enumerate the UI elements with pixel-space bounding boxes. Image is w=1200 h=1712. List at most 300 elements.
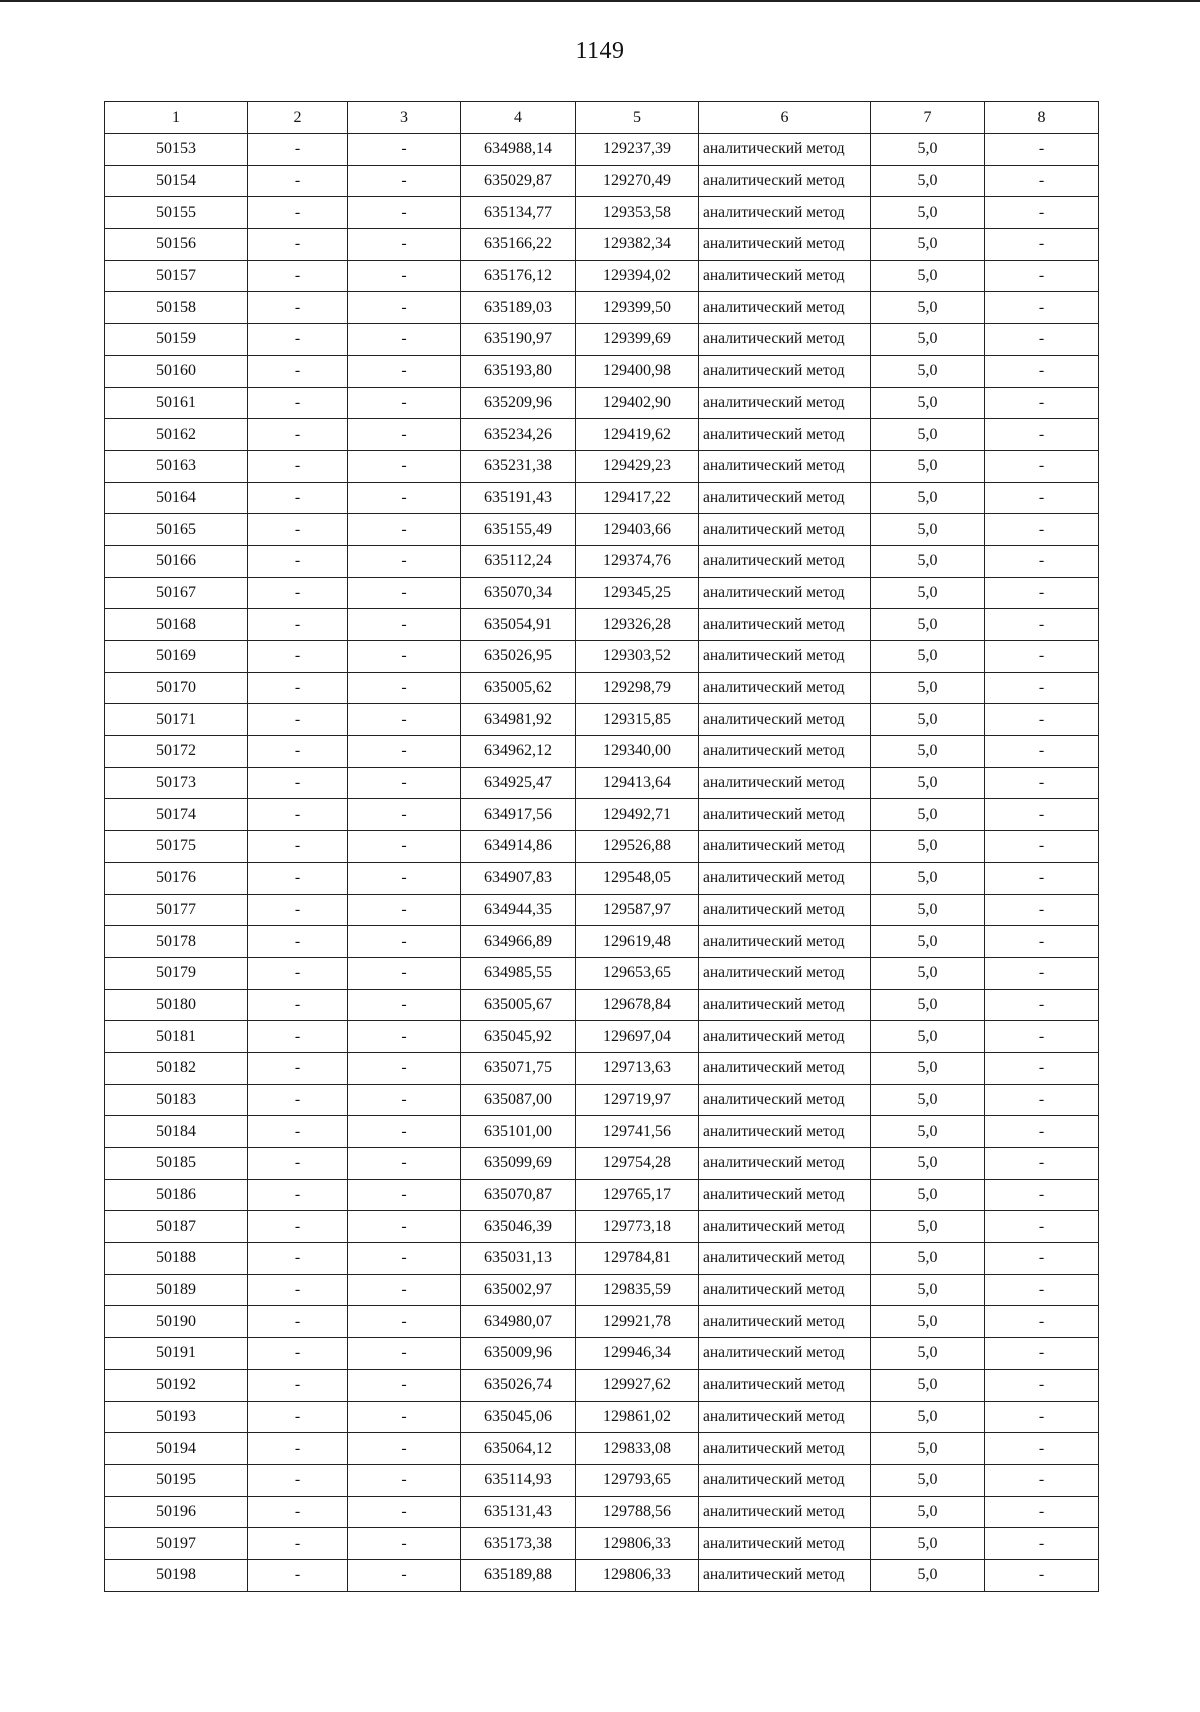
col2-value-cell: - bbox=[248, 672, 348, 704]
point-number-cell: 50177 bbox=[105, 894, 248, 926]
method-cell: аналитический метод bbox=[699, 1116, 871, 1148]
col2-value-cell: - bbox=[248, 514, 348, 546]
col8-value-cell: - bbox=[985, 577, 1099, 609]
x-coordinate-cell: 635099,69 bbox=[461, 1148, 576, 1180]
col3-value-cell: - bbox=[348, 1243, 461, 1275]
col2-value-cell: - bbox=[248, 1496, 348, 1528]
method-cell: аналитический метод bbox=[699, 862, 871, 894]
y-coordinate-cell: 129587,97 bbox=[576, 894, 699, 926]
y-coordinate-cell: 129697,04 bbox=[576, 1021, 699, 1053]
x-coordinate-cell: 635046,39 bbox=[461, 1211, 576, 1243]
x-coordinate-cell: 635005,62 bbox=[461, 672, 576, 704]
col8-value-cell: - bbox=[985, 1464, 1099, 1496]
method-cell: аналитический метод bbox=[699, 736, 871, 768]
y-coordinate-cell: 129741,56 bbox=[576, 1116, 699, 1148]
method-cell: аналитический метод bbox=[699, 1528, 871, 1560]
method-cell: аналитический метод bbox=[699, 1052, 871, 1084]
accuracy-cell: 5,0 bbox=[871, 292, 985, 324]
y-coordinate-cell: 129429,23 bbox=[576, 450, 699, 482]
col3-value-cell: - bbox=[348, 165, 461, 197]
col3-value-cell: - bbox=[348, 672, 461, 704]
column-header-3: 3 bbox=[348, 102, 461, 134]
method-cell: аналитический метод bbox=[699, 641, 871, 673]
point-number-cell: 50181 bbox=[105, 1021, 248, 1053]
accuracy-cell: 5,0 bbox=[871, 577, 985, 609]
coordinates-table bbox=[104, 101, 1099, 1592]
accuracy-cell: 5,0 bbox=[871, 1052, 985, 1084]
table-row bbox=[105, 1401, 1099, 1433]
column-header-1: 1 bbox=[105, 102, 248, 134]
point-number-cell: 50193 bbox=[105, 1401, 248, 1433]
accuracy-cell: 5,0 bbox=[871, 197, 985, 229]
accuracy-cell: 5,0 bbox=[871, 704, 985, 736]
x-coordinate-cell: 635166,22 bbox=[461, 229, 576, 261]
table-row bbox=[105, 292, 1099, 324]
accuracy-cell: 5,0 bbox=[871, 1433, 985, 1465]
method-cell: аналитический метод bbox=[699, 799, 871, 831]
method-cell: аналитический метод bbox=[699, 704, 871, 736]
y-coordinate-cell: 129270,49 bbox=[576, 165, 699, 197]
col3-value-cell: - bbox=[348, 1306, 461, 1338]
table-row bbox=[105, 767, 1099, 799]
col2-value-cell: - bbox=[248, 1433, 348, 1465]
point-number-cell: 50157 bbox=[105, 260, 248, 292]
col2-value-cell: - bbox=[248, 1116, 348, 1148]
point-number-cell: 50178 bbox=[105, 926, 248, 958]
accuracy-cell: 5,0 bbox=[871, 1338, 985, 1370]
col8-value-cell: - bbox=[985, 989, 1099, 1021]
method-cell: аналитический метод bbox=[699, 957, 871, 989]
table-row bbox=[105, 957, 1099, 989]
point-number-cell: 50158 bbox=[105, 292, 248, 324]
point-number-cell: 50194 bbox=[105, 1433, 248, 1465]
y-coordinate-cell: 129946,34 bbox=[576, 1338, 699, 1370]
table-row bbox=[105, 989, 1099, 1021]
col3-value-cell: - bbox=[348, 641, 461, 673]
method-cell: аналитический метод bbox=[699, 1338, 871, 1370]
col3-value-cell: - bbox=[348, 609, 461, 641]
point-number-cell: 50172 bbox=[105, 736, 248, 768]
x-coordinate-cell: 634988,14 bbox=[461, 134, 576, 166]
table-row bbox=[105, 862, 1099, 894]
col3-value-cell: - bbox=[348, 1179, 461, 1211]
col3-value-cell: - bbox=[348, 862, 461, 894]
accuracy-cell: 5,0 bbox=[871, 545, 985, 577]
col3-value-cell: - bbox=[348, 894, 461, 926]
col3-value-cell: - bbox=[348, 1464, 461, 1496]
x-coordinate-cell: 634985,55 bbox=[461, 957, 576, 989]
accuracy-cell: 5,0 bbox=[871, 1464, 985, 1496]
point-number-cell: 50198 bbox=[105, 1559, 248, 1591]
y-coordinate-cell: 129417,22 bbox=[576, 482, 699, 514]
table-row bbox=[105, 134, 1099, 166]
col8-value-cell: - bbox=[985, 1243, 1099, 1275]
col8-value-cell: - bbox=[985, 355, 1099, 387]
table-row bbox=[105, 1148, 1099, 1180]
col8-value-cell: - bbox=[985, 197, 1099, 229]
y-coordinate-cell: 129835,59 bbox=[576, 1274, 699, 1306]
col2-value-cell: - bbox=[248, 736, 348, 768]
table-row bbox=[105, 165, 1099, 197]
y-coordinate-cell: 129719,97 bbox=[576, 1084, 699, 1116]
point-number-cell: 50154 bbox=[105, 165, 248, 197]
col3-value-cell: - bbox=[348, 229, 461, 261]
col3-value-cell: - bbox=[348, 482, 461, 514]
accuracy-cell: 5,0 bbox=[871, 355, 985, 387]
col3-value-cell: - bbox=[348, 1052, 461, 1084]
accuracy-cell: 5,0 bbox=[871, 672, 985, 704]
col8-value-cell: - bbox=[985, 1369, 1099, 1401]
y-coordinate-cell: 129653,65 bbox=[576, 957, 699, 989]
x-coordinate-cell: 635002,97 bbox=[461, 1274, 576, 1306]
col8-value-cell: - bbox=[985, 1433, 1099, 1465]
y-coordinate-cell: 129754,28 bbox=[576, 1148, 699, 1180]
y-coordinate-cell: 129419,62 bbox=[576, 419, 699, 451]
column-header-2: 2 bbox=[248, 102, 348, 134]
x-coordinate-cell: 635054,91 bbox=[461, 609, 576, 641]
x-coordinate-cell: 635155,49 bbox=[461, 514, 576, 546]
accuracy-cell: 5,0 bbox=[871, 894, 985, 926]
col3-value-cell: - bbox=[348, 704, 461, 736]
method-cell: аналитический метод bbox=[699, 197, 871, 229]
col3-value-cell: - bbox=[348, 1369, 461, 1401]
col8-value-cell: - bbox=[985, 482, 1099, 514]
method-cell: аналитический метод bbox=[699, 1433, 871, 1465]
accuracy-cell: 5,0 bbox=[871, 799, 985, 831]
table-row bbox=[105, 1338, 1099, 1370]
accuracy-cell: 5,0 bbox=[871, 1116, 985, 1148]
method-cell: аналитический метод bbox=[699, 450, 871, 482]
x-coordinate-cell: 635009,96 bbox=[461, 1338, 576, 1370]
x-coordinate-cell: 635087,00 bbox=[461, 1084, 576, 1116]
col3-value-cell: - bbox=[348, 1433, 461, 1465]
accuracy-cell: 5,0 bbox=[871, 862, 985, 894]
accuracy-cell: 5,0 bbox=[871, 1496, 985, 1528]
col8-value-cell: - bbox=[985, 1496, 1099, 1528]
y-coordinate-cell: 129784,81 bbox=[576, 1243, 699, 1275]
col2-value-cell: - bbox=[248, 387, 348, 419]
col3-value-cell: - bbox=[348, 1116, 461, 1148]
method-cell: аналитический метод bbox=[699, 1243, 871, 1275]
col8-value-cell: - bbox=[985, 1116, 1099, 1148]
col2-value-cell: - bbox=[248, 1274, 348, 1306]
col3-value-cell: - bbox=[348, 1148, 461, 1180]
y-coordinate-cell: 129413,64 bbox=[576, 767, 699, 799]
col3-value-cell: - bbox=[348, 324, 461, 356]
point-number-cell: 50184 bbox=[105, 1116, 248, 1148]
x-coordinate-cell: 634914,86 bbox=[461, 831, 576, 863]
x-coordinate-cell: 634917,56 bbox=[461, 799, 576, 831]
x-coordinate-cell: 635071,75 bbox=[461, 1052, 576, 1084]
col3-value-cell: - bbox=[348, 736, 461, 768]
col8-value-cell: - bbox=[985, 1528, 1099, 1560]
col3-value-cell: - bbox=[348, 387, 461, 419]
y-coordinate-cell: 129806,33 bbox=[576, 1528, 699, 1560]
col8-value-cell: - bbox=[985, 545, 1099, 577]
y-coordinate-cell: 129353,58 bbox=[576, 197, 699, 229]
y-coordinate-cell: 129765,17 bbox=[576, 1179, 699, 1211]
table-row bbox=[105, 229, 1099, 261]
method-cell: аналитический метод bbox=[699, 1496, 871, 1528]
accuracy-cell: 5,0 bbox=[871, 1559, 985, 1591]
table-row bbox=[105, 1116, 1099, 1148]
x-coordinate-cell: 634907,83 bbox=[461, 862, 576, 894]
page-number: 1149 bbox=[575, 38, 625, 64]
y-coordinate-cell: 129861,02 bbox=[576, 1401, 699, 1433]
y-coordinate-cell: 129326,28 bbox=[576, 609, 699, 641]
col8-value-cell: - bbox=[985, 419, 1099, 451]
point-number-cell: 50170 bbox=[105, 672, 248, 704]
col2-value-cell: - bbox=[248, 1052, 348, 1084]
method-cell: аналитический метод bbox=[699, 894, 871, 926]
table-header-row bbox=[105, 102, 1099, 134]
col2-value-cell: - bbox=[248, 1338, 348, 1370]
col3-value-cell: - bbox=[348, 514, 461, 546]
x-coordinate-cell: 635131,43 bbox=[461, 1496, 576, 1528]
col8-value-cell: - bbox=[985, 134, 1099, 166]
table-row bbox=[105, 736, 1099, 768]
table-row bbox=[105, 799, 1099, 831]
x-coordinate-cell: 635026,74 bbox=[461, 1369, 576, 1401]
point-number-cell: 50189 bbox=[105, 1274, 248, 1306]
accuracy-cell: 5,0 bbox=[871, 1306, 985, 1338]
table-row bbox=[105, 1274, 1099, 1306]
col8-value-cell: - bbox=[985, 1179, 1099, 1211]
col8-value-cell: - bbox=[985, 260, 1099, 292]
accuracy-cell: 5,0 bbox=[871, 1021, 985, 1053]
col2-value-cell: - bbox=[248, 641, 348, 673]
col8-value-cell: - bbox=[985, 1148, 1099, 1180]
col8-value-cell: - bbox=[985, 1211, 1099, 1243]
method-cell: аналитический метод bbox=[699, 1401, 871, 1433]
y-coordinate-cell: 129492,71 bbox=[576, 799, 699, 831]
col2-value-cell: - bbox=[248, 609, 348, 641]
col3-value-cell: - bbox=[348, 292, 461, 324]
point-number-cell: 50183 bbox=[105, 1084, 248, 1116]
x-coordinate-cell: 635176,12 bbox=[461, 260, 576, 292]
method-cell: аналитический метод bbox=[699, 926, 871, 958]
col2-value-cell: - bbox=[248, 894, 348, 926]
table-row bbox=[105, 450, 1099, 482]
x-coordinate-cell: 635005,67 bbox=[461, 989, 576, 1021]
col8-value-cell: - bbox=[985, 799, 1099, 831]
accuracy-cell: 5,0 bbox=[871, 324, 985, 356]
x-coordinate-cell: 635031,13 bbox=[461, 1243, 576, 1275]
col3-value-cell: - bbox=[348, 989, 461, 1021]
col3-value-cell: - bbox=[348, 1084, 461, 1116]
col2-value-cell: - bbox=[248, 324, 348, 356]
col8-value-cell: - bbox=[985, 609, 1099, 641]
col3-value-cell: - bbox=[348, 1496, 461, 1528]
point-number-cell: 50195 bbox=[105, 1464, 248, 1496]
accuracy-cell: 5,0 bbox=[871, 1148, 985, 1180]
y-coordinate-cell: 129833,08 bbox=[576, 1433, 699, 1465]
point-number-cell: 50153 bbox=[105, 134, 248, 166]
top-rule bbox=[0, 0, 1200, 2]
col3-value-cell: - bbox=[348, 799, 461, 831]
table-row bbox=[105, 704, 1099, 736]
y-coordinate-cell: 129399,50 bbox=[576, 292, 699, 324]
column-header-8: 8 bbox=[985, 102, 1099, 134]
table-row bbox=[105, 1052, 1099, 1084]
col2-value-cell: - bbox=[248, 355, 348, 387]
col2-value-cell: - bbox=[248, 799, 348, 831]
point-number-cell: 50166 bbox=[105, 545, 248, 577]
x-coordinate-cell: 635112,24 bbox=[461, 545, 576, 577]
col8-value-cell: - bbox=[985, 165, 1099, 197]
x-coordinate-cell: 635189,88 bbox=[461, 1559, 576, 1591]
col8-value-cell: - bbox=[985, 1084, 1099, 1116]
col8-value-cell: - bbox=[985, 514, 1099, 546]
col8-value-cell: - bbox=[985, 926, 1099, 958]
col8-value-cell: - bbox=[985, 1338, 1099, 1370]
method-cell: аналитический метод bbox=[699, 482, 871, 514]
point-number-cell: 50192 bbox=[105, 1369, 248, 1401]
point-number-cell: 50180 bbox=[105, 989, 248, 1021]
table-body bbox=[105, 134, 1099, 1592]
col8-value-cell: - bbox=[985, 831, 1099, 863]
method-cell: аналитический метод bbox=[699, 545, 871, 577]
table-row bbox=[105, 482, 1099, 514]
point-number-cell: 50187 bbox=[105, 1211, 248, 1243]
accuracy-cell: 5,0 bbox=[871, 450, 985, 482]
col3-value-cell: - bbox=[348, 831, 461, 863]
point-number-cell: 50163 bbox=[105, 450, 248, 482]
y-coordinate-cell: 129793,65 bbox=[576, 1464, 699, 1496]
y-coordinate-cell: 129399,69 bbox=[576, 324, 699, 356]
point-number-cell: 50191 bbox=[105, 1338, 248, 1370]
col2-value-cell: - bbox=[248, 1148, 348, 1180]
point-number-cell: 50179 bbox=[105, 957, 248, 989]
col2-value-cell: - bbox=[248, 134, 348, 166]
table-row bbox=[105, 831, 1099, 863]
col8-value-cell: - bbox=[985, 292, 1099, 324]
col3-value-cell: - bbox=[348, 134, 461, 166]
y-coordinate-cell: 129773,18 bbox=[576, 1211, 699, 1243]
method-cell: аналитический метод bbox=[699, 1274, 871, 1306]
accuracy-cell: 5,0 bbox=[871, 229, 985, 261]
y-coordinate-cell: 129921,78 bbox=[576, 1306, 699, 1338]
col2-value-cell: - bbox=[248, 292, 348, 324]
col8-value-cell: - bbox=[985, 1559, 1099, 1591]
x-coordinate-cell: 634981,92 bbox=[461, 704, 576, 736]
column-header-7: 7 bbox=[871, 102, 985, 134]
table-row bbox=[105, 926, 1099, 958]
accuracy-cell: 5,0 bbox=[871, 134, 985, 166]
y-coordinate-cell: 129382,34 bbox=[576, 229, 699, 261]
point-number-cell: 50197 bbox=[105, 1528, 248, 1560]
col2-value-cell: - bbox=[248, 197, 348, 229]
col2-value-cell: - bbox=[248, 229, 348, 261]
method-cell: аналитический метод bbox=[699, 1559, 871, 1591]
col8-value-cell: - bbox=[985, 1401, 1099, 1433]
table-row bbox=[105, 1084, 1099, 1116]
point-number-cell: 50168 bbox=[105, 609, 248, 641]
accuracy-cell: 5,0 bbox=[871, 1084, 985, 1116]
point-number-cell: 50155 bbox=[105, 197, 248, 229]
col2-value-cell: - bbox=[248, 482, 348, 514]
col3-value-cell: - bbox=[348, 355, 461, 387]
col2-value-cell: - bbox=[248, 831, 348, 863]
table-row bbox=[105, 419, 1099, 451]
point-number-cell: 50164 bbox=[105, 482, 248, 514]
col2-value-cell: - bbox=[248, 1179, 348, 1211]
x-coordinate-cell: 635134,77 bbox=[461, 197, 576, 229]
col2-value-cell: - bbox=[248, 1464, 348, 1496]
table-row bbox=[105, 324, 1099, 356]
table-row bbox=[105, 894, 1099, 926]
method-cell: аналитический метод bbox=[699, 387, 871, 419]
col3-value-cell: - bbox=[348, 1274, 461, 1306]
y-coordinate-cell: 129340,00 bbox=[576, 736, 699, 768]
method-cell: аналитический метод bbox=[699, 514, 871, 546]
col3-value-cell: - bbox=[348, 1401, 461, 1433]
method-cell: аналитический метод bbox=[699, 609, 871, 641]
table-row bbox=[105, 1433, 1099, 1465]
col8-value-cell: - bbox=[985, 767, 1099, 799]
col3-value-cell: - bbox=[348, 1021, 461, 1053]
col2-value-cell: - bbox=[248, 165, 348, 197]
col2-value-cell: - bbox=[248, 1243, 348, 1275]
y-coordinate-cell: 129619,48 bbox=[576, 926, 699, 958]
col8-value-cell: - bbox=[985, 387, 1099, 419]
method-cell: аналитический метод bbox=[699, 831, 871, 863]
method-cell: аналитический метод bbox=[699, 1211, 871, 1243]
table-row bbox=[105, 387, 1099, 419]
col2-value-cell: - bbox=[248, 450, 348, 482]
point-number-cell: 50160 bbox=[105, 355, 248, 387]
point-number-cell: 50169 bbox=[105, 641, 248, 673]
accuracy-cell: 5,0 bbox=[871, 1179, 985, 1211]
col2-value-cell: - bbox=[248, 1306, 348, 1338]
col2-value-cell: - bbox=[248, 926, 348, 958]
method-cell: аналитический метод bbox=[699, 1306, 871, 1338]
y-coordinate-cell: 129788,56 bbox=[576, 1496, 699, 1528]
col3-value-cell: - bbox=[348, 1559, 461, 1591]
col2-value-cell: - bbox=[248, 1084, 348, 1116]
x-coordinate-cell: 634962,12 bbox=[461, 736, 576, 768]
method-cell: аналитический метод bbox=[699, 1148, 871, 1180]
method-cell: аналитический метод bbox=[699, 355, 871, 387]
point-number-cell: 50175 bbox=[105, 831, 248, 863]
y-coordinate-cell: 129806,33 bbox=[576, 1559, 699, 1591]
point-number-cell: 50176 bbox=[105, 862, 248, 894]
x-coordinate-cell: 634966,89 bbox=[461, 926, 576, 958]
col2-value-cell: - bbox=[248, 862, 348, 894]
table-row bbox=[105, 1179, 1099, 1211]
col2-value-cell: - bbox=[248, 1401, 348, 1433]
col3-value-cell: - bbox=[348, 577, 461, 609]
col8-value-cell: - bbox=[985, 957, 1099, 989]
x-coordinate-cell: 635064,12 bbox=[461, 1433, 576, 1465]
col2-value-cell: - bbox=[248, 989, 348, 1021]
y-coordinate-cell: 129394,02 bbox=[576, 260, 699, 292]
table-row bbox=[105, 355, 1099, 387]
point-number-cell: 50165 bbox=[105, 514, 248, 546]
x-coordinate-cell: 635070,34 bbox=[461, 577, 576, 609]
col3-value-cell: - bbox=[348, 545, 461, 577]
table-row bbox=[105, 672, 1099, 704]
col3-value-cell: - bbox=[348, 957, 461, 989]
point-number-cell: 50156 bbox=[105, 229, 248, 261]
method-cell: аналитический метод bbox=[699, 1179, 871, 1211]
x-coordinate-cell: 635193,80 bbox=[461, 355, 576, 387]
method-cell: аналитический метод bbox=[699, 1464, 871, 1496]
y-coordinate-cell: 129400,98 bbox=[576, 355, 699, 387]
col2-value-cell: - bbox=[248, 767, 348, 799]
y-coordinate-cell: 129315,85 bbox=[576, 704, 699, 736]
y-coordinate-cell: 129403,66 bbox=[576, 514, 699, 546]
